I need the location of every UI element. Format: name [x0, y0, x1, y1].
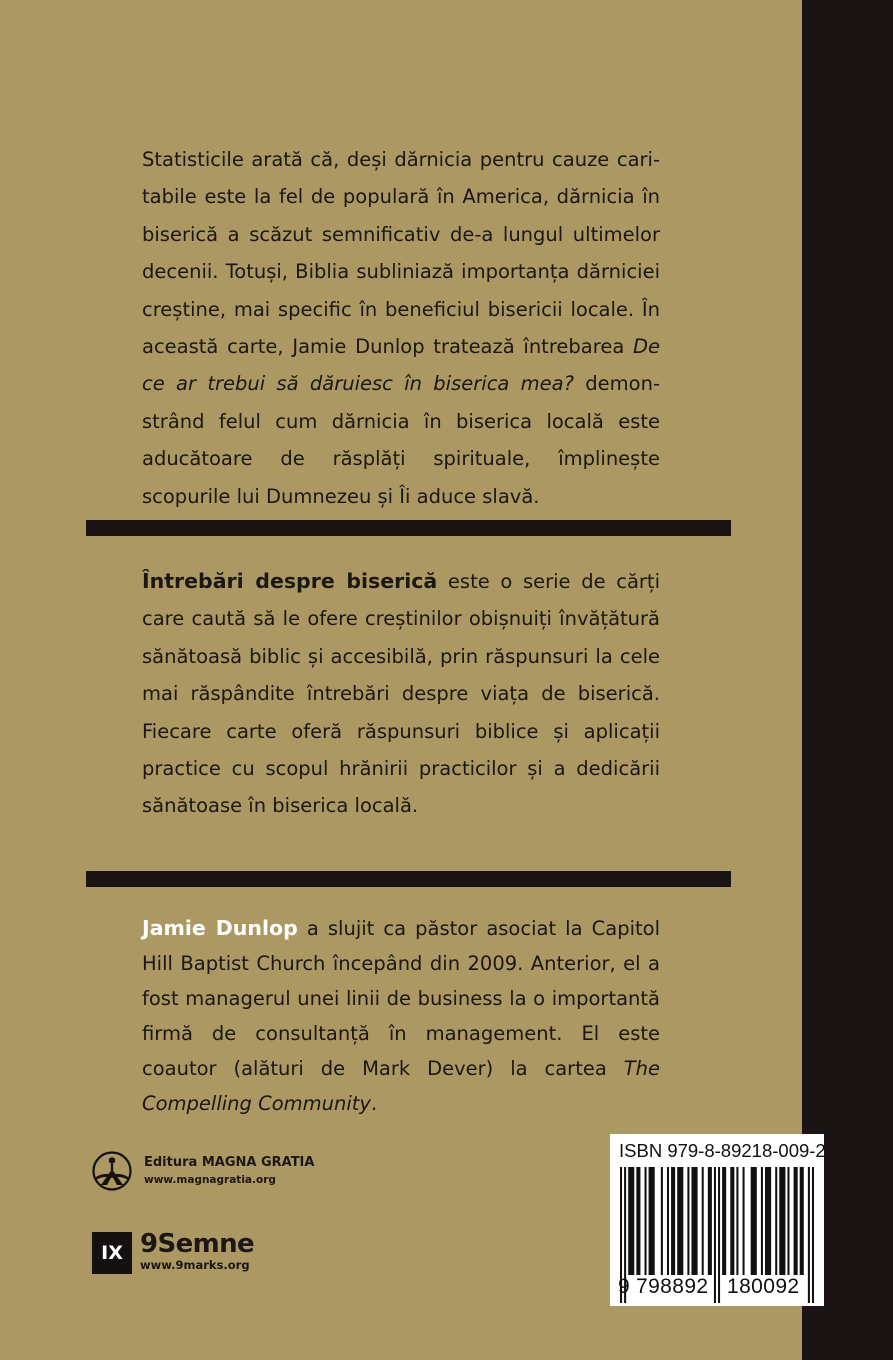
publisher-logo — [92, 1151, 352, 1193]
description-question: De ce ar trebui să dăruiesc în biserica mea? — [142, 335, 660, 396]
barcode-bar — [645, 1167, 647, 1275]
series-description — [142, 563, 660, 825]
publisher-name: Editura MAGNA GRATIA — [144, 1155, 315, 1170]
barcode-bar — [775, 1167, 777, 1275]
barcode-bar — [677, 1167, 683, 1275]
author-bio-end: . — [370, 1092, 378, 1115]
barcode-bar — [736, 1167, 738, 1275]
barcode-bar — [751, 1167, 757, 1275]
barcode-bar — [671, 1167, 675, 1275]
barcode-bar — [761, 1167, 763, 1275]
author-name: Jamie Dunlop — [142, 916, 298, 940]
book-description — [142, 141, 660, 515]
barcode-bar — [661, 1167, 663, 1275]
barcode-bar — [787, 1167, 789, 1275]
barcode-guard-bar — [714, 1167, 716, 1303]
description-text-start: Statisticile arată că, deși dărnicia pentru cauze caritabile este la fel de populară în America, dărnicia în biserică a scăzut semnificativ de-a lungul ultimelor decenii. Totuși, Biblia subliniază importanța dărniciei creștine, mai specific în beneficiul bisericii locale. În această carte, Jamie Dunlop tratează întrebarea — [142, 148, 660, 359]
partner-url: www.9marks.org — [140, 1258, 250, 1272]
series-text: este o serie de cărți care caută să le ofere creștinilor obișnuiți învățătură sănătoasă biblic și accesibilă, prin răspunsuri la cele mai răspândite întrebări despre viața de biserică. Fiecare carte oferă răspunsuri biblice și aplicații practice cu scopul hrănirii practicilor și a dedicării sănătoase în biserica locală. — [142, 570, 660, 818]
barcode-bar — [765, 1167, 771, 1275]
series-name: Întrebări despre biserică — [142, 569, 438, 593]
partner-logo — [92, 1229, 292, 1274]
barcode-digits-left: 798892 — [636, 1275, 709, 1298]
barcode-bar — [708, 1167, 712, 1275]
barcode-digit-lead: 9 — [618, 1275, 631, 1298]
isbn-barcode — [610, 1134, 824, 1306]
isbn-label: ISBN 979-8-89218-009-2 — [619, 1140, 826, 1161]
author-bio-text: a slujit ca păstor asociat la Capitol Hill Baptist Church începând din 2009. Anterior, el a fost managerul unei linii de business la o importantă firmă de consultanță în management. El este coautor (alături de Mark Dever) la cartea — [142, 917, 660, 1080]
barcode-digits-right: 180092 — [727, 1275, 800, 1298]
barcode-bar — [691, 1167, 697, 1275]
partner-name: 9Semne — [140, 1229, 255, 1259]
section-divider — [86, 520, 731, 536]
barcode-bar — [702, 1167, 704, 1275]
barcode-guard-bar — [812, 1167, 814, 1303]
magna-gratia-logo-icon — [92, 1151, 132, 1191]
section-divider — [86, 871, 731, 887]
barcode-guard-bar — [808, 1167, 810, 1303]
barcode-bar — [800, 1167, 804, 1275]
description-text-end: demonstrând felul cum dărnicia în biserica locală este aducătoare de răsplăți spirituale, împlinește scopurile lui Dumnezeu și Îi aduce slavă. — [142, 372, 661, 508]
barcode-bar — [730, 1167, 734, 1275]
author-book-title: The Compelling Community — [142, 1057, 660, 1115]
author-bio — [142, 911, 660, 1121]
barcode-bar — [649, 1167, 655, 1275]
partner-badge: IX — [92, 1232, 132, 1274]
barcode-bar — [628, 1167, 634, 1275]
barcode-bar — [636, 1167, 640, 1275]
barcode-bar — [794, 1167, 798, 1275]
barcode-guard-bar — [718, 1167, 720, 1303]
barcode-bar — [743, 1167, 745, 1275]
barcode-bar — [779, 1167, 785, 1275]
barcode-bar — [687, 1167, 689, 1275]
barcode-bar — [722, 1167, 726, 1275]
barcode-bar — [667, 1167, 669, 1275]
publisher-url: www.magnagratia.org — [144, 1174, 276, 1186]
